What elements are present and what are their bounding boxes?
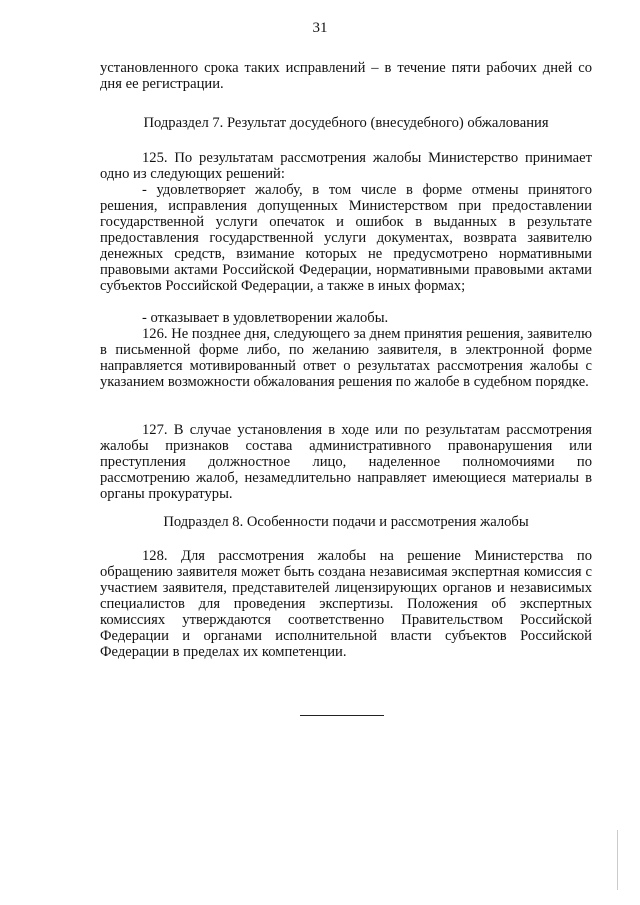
subsection-8-heading: Подраздел 8. Особенности подачи и рассмотрения жалобы <box>163 514 529 530</box>
paragraph-125-intro: 125. По результатам рассмотрения жалобы Министерство принимает одно из следующих решений: <box>100 150 592 182</box>
carryover-paragraph: установленного срока таких исправлений – в течение пяти рабочих дней со дня ее регистрации. <box>100 60 592 92</box>
scan-edge-mark <box>617 830 618 890</box>
paragraph-125-item-1: - удовлетворяет жалобу, в том числе в форме отмены принятого решения, исправления допущенных Министерством при предоставлении государственной услуги опечаток и ошибок в выданных в результате предоставления государственной услуги документах, возврата заявителю денежных средств, взимание которых не предусмотрено нормативными правовыми актами Российской Федерации, нормативными правовыми актами субъектов Российской Федерации, а также в иных формах; <box>100 182 592 294</box>
paragraph-128: 128. Для рассмотрения жалобы на решение Министерства по обращению заявителя может быть создана независимая экспертная комиссия с участием заявителя, представителей лицензирующих органов и независимых специалистов для проведения экспертизы. Положения об экспертных комиссиях утверждаются соответственно Правительством Российской Федерации и органами исполнительной власти субъектов Российской Федерации в пределах их компетенции. <box>100 548 592 660</box>
subsection-7-heading: Подраздел 7. Результат досудебного (внесудебного) обжалования <box>143 115 549 131</box>
paragraph-126: 126. Не позднее дня, следующего за днем принятия решения, заявителю в письменной форме либо, по желанию заявителя, в электронной форме направляется мотивированный ответ о результатах рассмотрения жалобы с указанием возможности обжалования решения по жалобе в судебном порядке. <box>100 326 592 390</box>
end-rule <box>300 715 384 716</box>
paragraph-125-item-2: - отказывает в удовлетворении жалобы. <box>142 310 389 326</box>
page-number: 31 <box>312 20 328 36</box>
paragraph-127: 127. В случае установления в ходе или по результатам рассмотрения жалобы признаков состава административного правонарушения или преступления должностное лицо, наделенное полномочиями по рассмотрению жалоб, незамедлительно направляет имеющиеся материалы в органы прокуратуры. <box>100 422 592 502</box>
